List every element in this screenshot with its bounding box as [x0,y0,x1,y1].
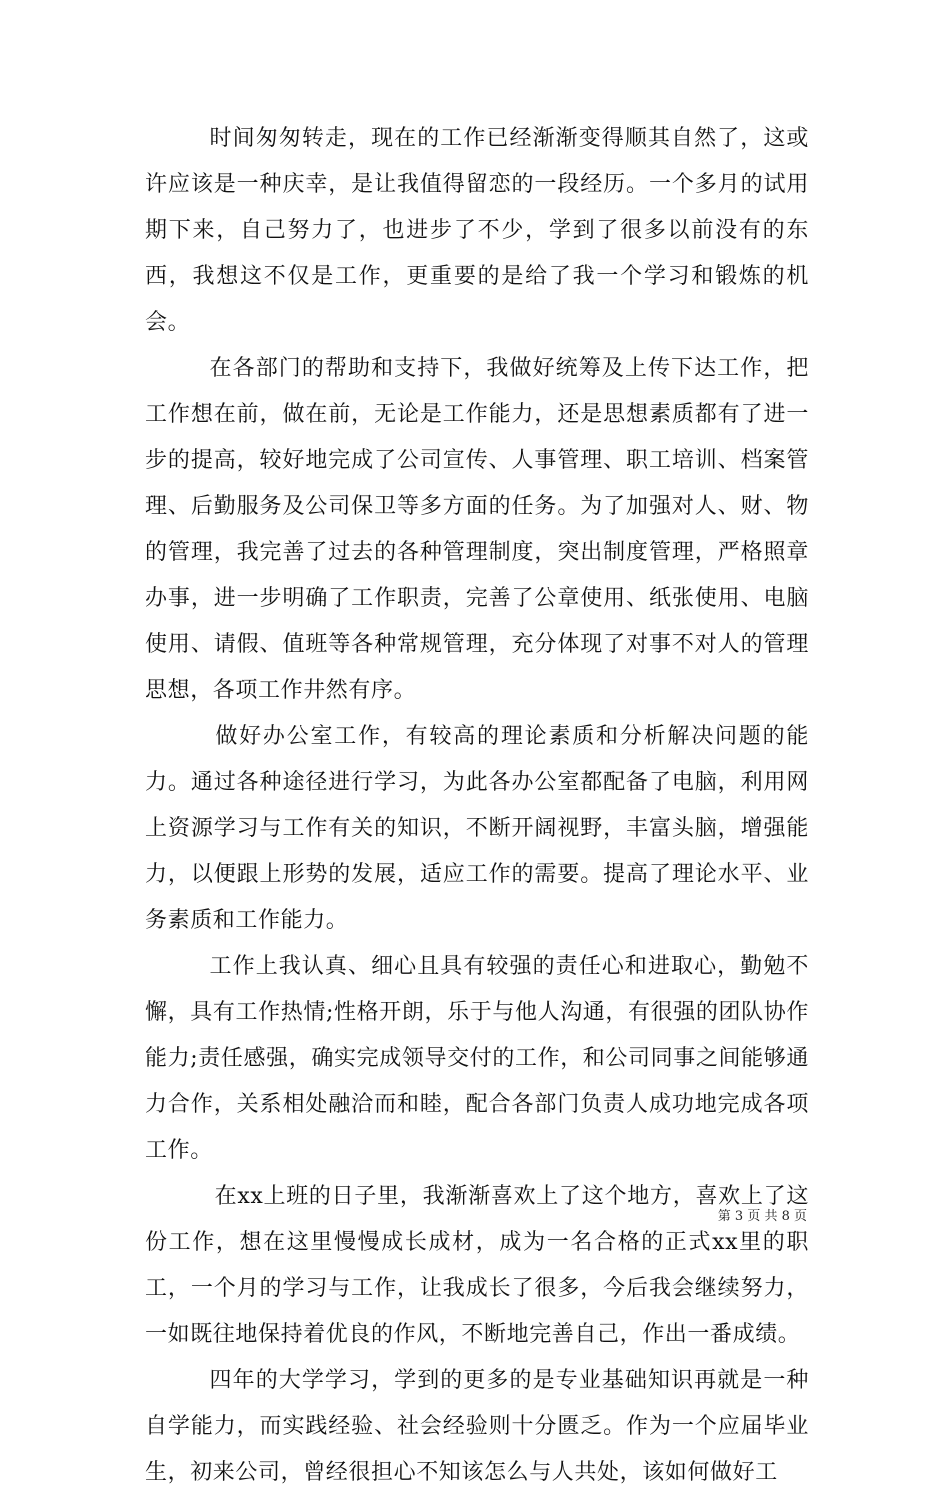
paragraph-5: 在xx上班的日子里，我渐渐喜欢上了这个地方，喜欢上了这份工作，想在这里慢慢成长成材，成为一名合格的正式xx里的职工，一个月的学习与工作，让我成长了很多，今后我会继续努力，一如既往地保持着优良的作风，不断地完善自己，作出一番成绩。 [145,1184,809,1347]
paragraph-3: 做好办公室工作，有较高的理论素质和分析解决问题的能力。通过各种途径进行学习，为此各办公室都配备了电脑，利用网上资源学习与工作有关的知识，不断开阔视野，丰富头脑，增强能力，以便跟上形势的发展，适应工作的需要。提高了理论水平、业务素质和工作能力。 [145,724,809,933]
paragraph-6: 四年的大学学习，学到的更多的是专业基础知识再就是一种自学能力，而实践经验、社会经验则十分匮乏。作为一个应届毕业生，初来公司，曾经很担心不知该怎么与人共处，该如何做好工 [145,1368,809,1485]
paragraph-2: 在各部门的帮助和支持下，我做好统筹及上传下达工作，把工作想在前，做在前，无论是工作能力，还是思想素质都有了进一步的提高，较好地完成了公司宣传、人事管理、职工培训、档案管理、后勤服务及公司保卫等多方面的任务。为了加强对人、财、物的管理，我完善了过去的各种管理制度，突出制度管理，严格照章办事，进一步明确了工作职责，完善了公章使用、纸张使用、电脑使用、请假、值班等各种常规管理，充分体现了对事不对人的管理思想，各项工作井然有序。 [145,356,809,703]
paragraph-1: 时间匆匆转走，现在的工作已经渐渐变得顺其自然了，这或许应该是一种庆幸，是让我值得留恋的一段经历。一个多月的试用期下来，自己努力了，也进步了不少，学到了很多以前没有的东西，我想这不仅是工作，更重要的是给了我一个学习和锻炼的机会。 [145,126,809,335]
document-body [145,116,809,1496]
paragraph-4: 工作上我认真、细心且具有较强的责任心和进取心，勤勉不懈，具有工作热情;性格开朗，乐于与他人沟通，有很强的团队协作能力;责任感强，确实完成领导交付的工作，和公司同事之间能够通力合作，关系相处融洽而和睦，配合各部门负责人成功地完成各项工作。 [145,954,809,1163]
page-number-footer: 第 3 页 共 8 页 [717,1209,807,1224]
